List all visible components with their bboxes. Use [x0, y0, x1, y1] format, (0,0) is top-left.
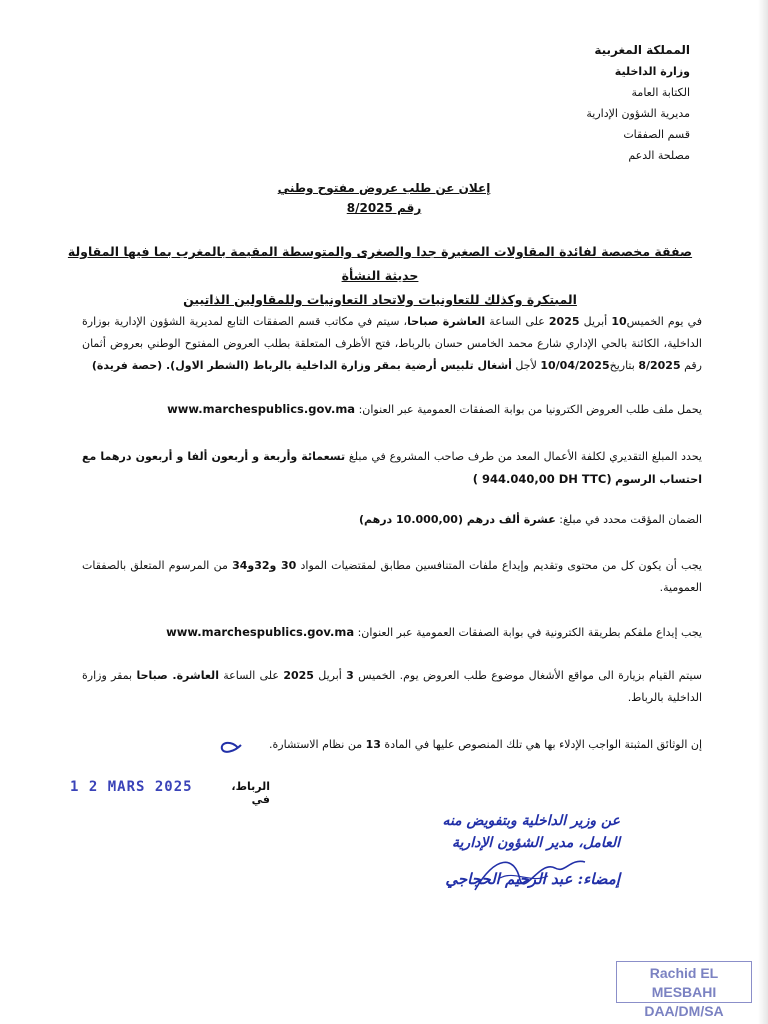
handwritten-signature-icon [470, 850, 590, 900]
officer-stamp [616, 961, 752, 1019]
paragraph-submission [82, 621, 702, 644]
title-number: رقم 8/2025 [346, 201, 422, 215]
tender-date: 10/04/2025 [540, 359, 610, 372]
country-name: المملكة المغربية [594, 43, 690, 57]
letterhead [430, 40, 690, 166]
paragraph-site-visit [82, 665, 702, 709]
text-segment: يجب إيداع ملفكم بطريقة الكترونية في بوابة الصفقات العمومية عبر العنوان: [357, 626, 702, 639]
text-segment: أبريل [313, 669, 347, 682]
officer-code: DAA/DM/SA [644, 1003, 724, 1019]
article-numbers: 30 و32و34 [232, 559, 297, 572]
paragraph-guarantee [82, 509, 702, 531]
opening-day: 10 [611, 315, 627, 328]
secretariat-name: الكتابة العامة [631, 86, 690, 99]
text-segment: سيتم القيام بزيارة الى مواقع الأشغال موضوع طلب العروض يوم. الخميس [353, 669, 702, 682]
service-name: مصلحة الدعم [628, 149, 690, 162]
title-line: إعلان عن طلب عروض مفتوح وطني [277, 181, 491, 195]
initial-mark-icon [214, 736, 244, 756]
text-segment: يجب أن يكون كل من محتوى وتقديم وإيداع ملفات المتنافسين مطابق لمقتضيات المواد [296, 559, 702, 572]
visit-day: 3 [346, 669, 354, 682]
text-segment: على الساعة [485, 315, 549, 328]
tender-object: أشغال تلبيس أرضية بمقر وزارة الداخلية بالرباط (الشطر الاول). (حصة فريدة) [91, 359, 512, 372]
guarantee-amount: عشرة ألف درهم (10.000,00 درهم) [358, 513, 556, 526]
paragraph-opening [82, 311, 702, 377]
text-segment: بتاريخ [609, 359, 639, 372]
announcement-title [0, 178, 768, 218]
subject-line-1: صفقة مخصصة لفائدة المقاولات الصغيرة جدا والصغرى والمتوسطة المقيمة بالمغرب بما فيها المقاولة حديثة النشأة [67, 244, 693, 283]
text-segment: الضمان المؤقت محدد في مبلغ: [555, 513, 702, 526]
article-number: 13 [365, 738, 381, 751]
officer-name: Rachid EL MESBAHI [649, 965, 719, 1000]
paragraph-compliance [82, 555, 702, 599]
text-segment: على الساعة [218, 669, 284, 682]
portal-link[interactable]: www.marchespublics.gov.ma [166, 625, 355, 639]
signature-name: إمضاء: عبد الرحيم الحجاجي [445, 870, 620, 888]
announcement-subject [60, 240, 700, 312]
paragraph-download [82, 398, 702, 421]
text-segment: إن الوثائق المثبتة الواجب الإدلاء بها هي تلك المنصوص عليها في المادة [380, 738, 702, 751]
paragraph-documents [82, 734, 702, 756]
tender-number: 8/2025 [638, 359, 681, 372]
text-segment: لأجل [511, 359, 541, 372]
text-segment: يحمل ملف طلب العروض الكترونيا من بوابة الصفقات العمومية عبر العنوان: [358, 403, 702, 416]
signature-title: العامل، مدير الشؤون الإدارية [452, 835, 620, 851]
directorate-name: مديرية الشؤون الإدارية [586, 107, 690, 120]
text-segment: في يوم الخميس [626, 315, 703, 328]
signature-delegation: عن وزير الداخلية وبتفويض منه [442, 813, 620, 829]
text-segment: من نظام الاستشارة. [269, 738, 366, 751]
visit-hour: العاشرة. صباحا [136, 669, 219, 682]
ministry-name: وزارة الداخلية [614, 65, 690, 78]
text-segment: أبريل [579, 315, 612, 328]
portal-link[interactable]: www.marchespublics.gov.ma [167, 402, 356, 416]
division-name: قسم الصفقات [623, 128, 690, 141]
opening-year: 2025 [548, 315, 580, 328]
text-segment: يحدد المبلغ التقديري لكلفة الأعمال المعد من طرف صاحب المشروع في مبلغ [345, 450, 702, 463]
estimate-amount: ( 944.040,00 DH TTC) [472, 472, 612, 486]
subject-line-2: المبتكرة وكذلك للتعاونيات ولاتحاد التعاونيات وللمقاولين الذاتيين [183, 292, 577, 307]
opening-hour: العاشرة صباحا [407, 315, 486, 328]
page-edge-shadow [758, 0, 768, 1024]
visit-year: 2025 [283, 669, 314, 682]
place-and-date: الرباط، في [231, 780, 270, 806]
paragraph-estimate [82, 446, 702, 491]
text-segment: بمقر وزارة الداخلية بالرباط. [82, 669, 702, 704]
text-segment: ، سيتم في مكاتب قسم الصفقات التابع لمديرية الشؤون الإدارية بوزارة الداخلية، الكائنة بالحي الإداري شارع محمد الخامس حسان بالرباط، فتح الأظرف المتعلقة بطلب العروض المفتوح الوطني بعروض أثمان رقم [82, 315, 702, 372]
estimate-words: تسعمائة وأربعة و أربعون ألفا و أربعون درهما مع احتساب الرسوم [82, 450, 702, 486]
text-segment: من المرسوم المتعلق بالصفقات العمومية. [82, 559, 702, 594]
received-date-stamp: 1 2 MARS 2025 [70, 779, 193, 795]
